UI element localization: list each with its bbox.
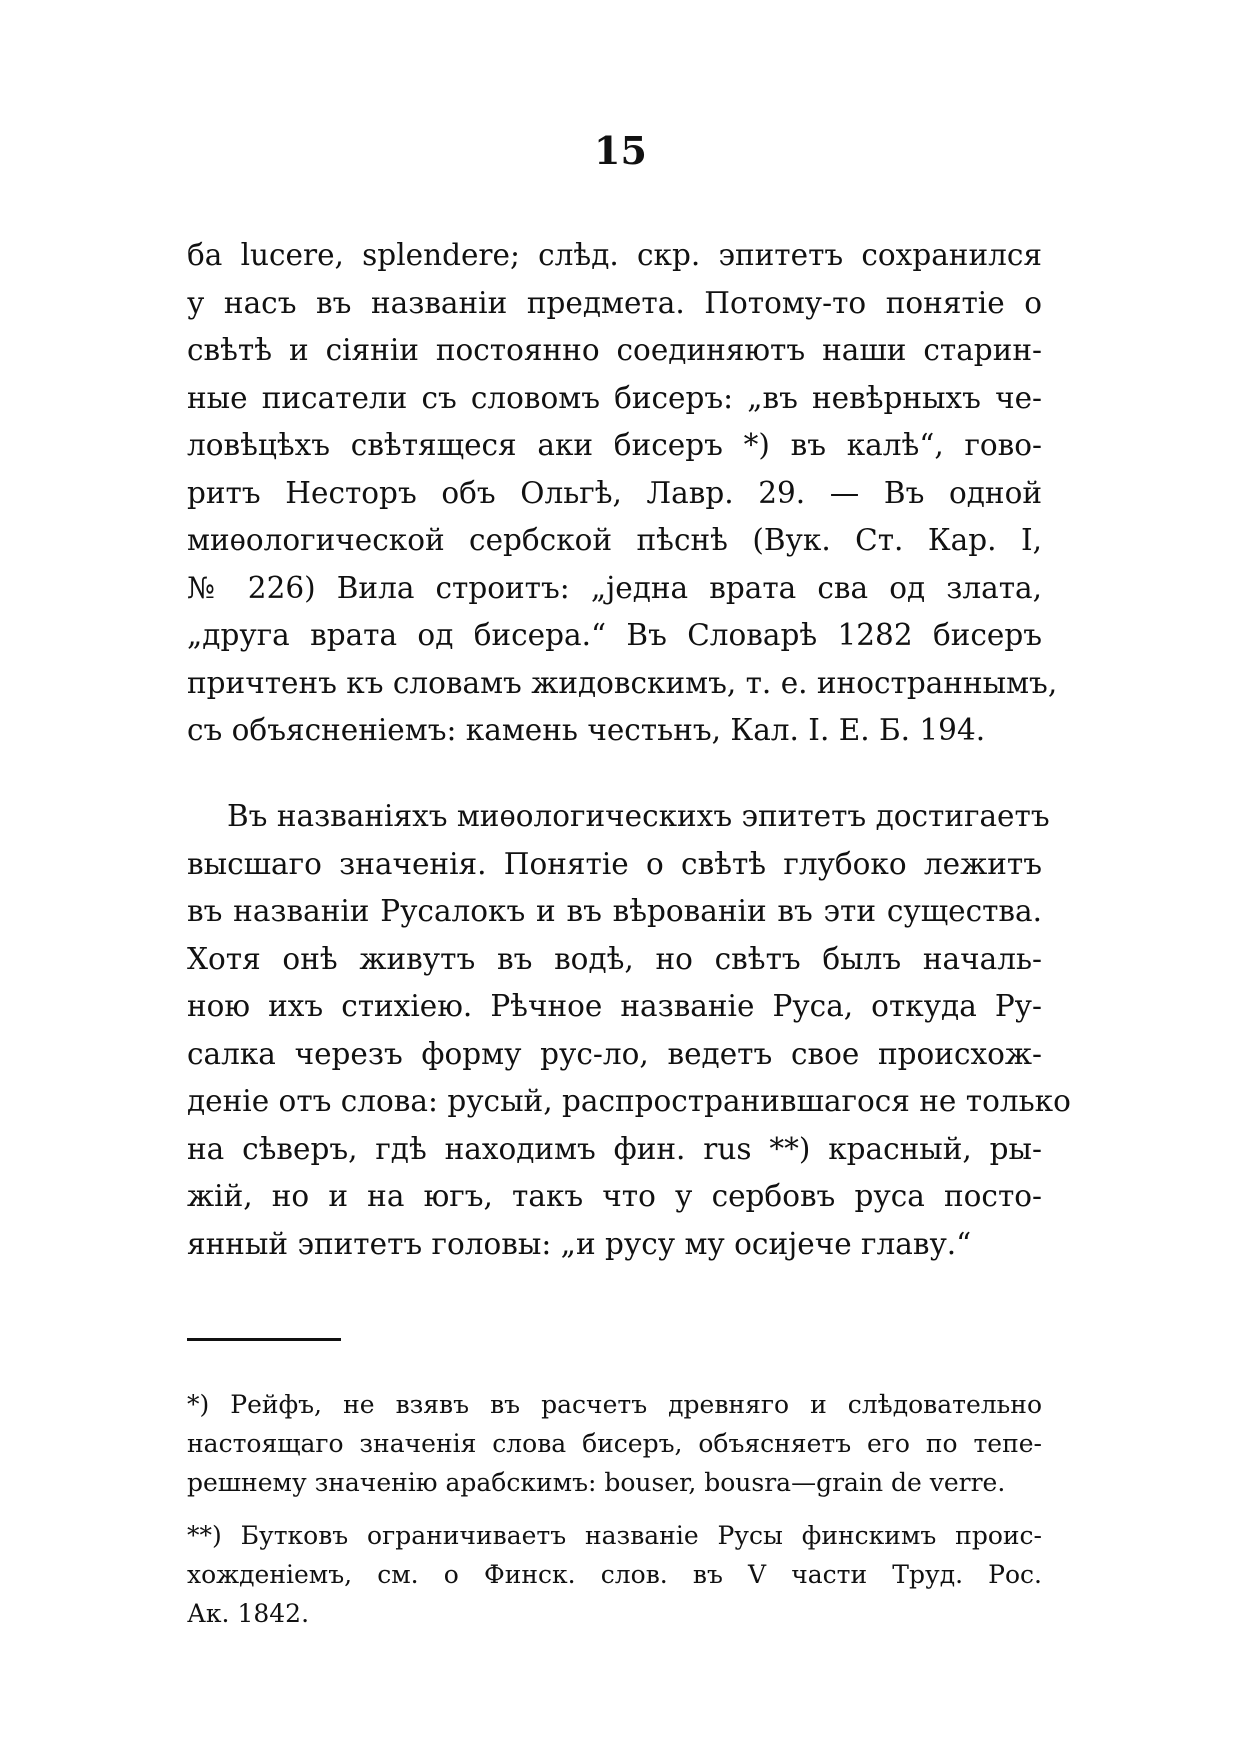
text-line: миѳологической сербской пѣснѣ (Вук. Ст. Кар. I, [187, 523, 1042, 557]
footnote-line: настоящаго значенія слова бисеръ, объясняетъ его по тепе- [187, 1429, 1042, 1458]
footnote-line: **) Бутковъ ограничиваетъ названіе Русы финскимъ проис- [187, 1521, 1042, 1550]
footnote-line: решнему значенію арабскимъ: bouser, bousra—grain de verre. [187, 1468, 1006, 1497]
text-line: ною ихъ стихіею. Рѣчное названіе Руса, откуда Ру- [187, 989, 1042, 1023]
paragraph-1 [187, 232, 1058, 755]
footnote-2 [187, 1516, 1042, 1633]
text-line: у насъ въ названіи предмета. Потому-то понятіе о [187, 285, 1042, 320]
text-line: салка черезъ форму рус-ло, ведетъ свое происхож- [187, 1036, 1042, 1071]
text-line: съ объясненіемъ: камень честьнъ, Кал. I. Е. Б. 194. [187, 713, 986, 747]
footnotes [187, 1385, 1042, 1633]
text-line: ба lucere, splendere; слѣд. скр. эпитетъ сохранился [187, 238, 1042, 272]
text-line: причтенъ къ словамъ жидовскимъ, т. е. иностраннымъ, [187, 665, 1058, 700]
text-line: № 226) Вила строитъ: „једна врата сва од злата, [187, 570, 1042, 605]
text-line: на сѣверъ, гдѣ находимъ фин. rus **) красный, ры- [187, 1131, 1042, 1166]
text-line: ные писатели съ словомъ бисеръ: „въ невѣрныхъ че- [187, 380, 1042, 415]
text-line: свѣтѣ и сіяніи постоянно соединяютъ наши старин- [187, 333, 1042, 367]
text-line: ловѣцѣхъ свѣтящеся аки бисеръ *) въ калѣ“, гово- [187, 428, 1042, 462]
footnote-line: Ак. 1842. [187, 1599, 310, 1628]
text-line: Въ названіяхъ миѳологическихъ эпитетъ достигаетъ [227, 799, 1050, 833]
footnote-divider [187, 1338, 341, 1341]
text-line: высшаго значенія. Понятіе о свѣтѣ глубоко лежитъ [187, 846, 1042, 881]
text-line: „друга врата од бисера.“ Въ Словарѣ 1282 бисеръ [187, 618, 1042, 652]
text-line: въ названіи Русалокъ и въ вѣрованіи въ эти существа. [187, 894, 1042, 928]
footnote-1 [187, 1385, 1042, 1502]
text-line: жій, но и на югъ, такъ что у сербовъ руса посто- [187, 1179, 1042, 1213]
text-line: Хотя онѣ живутъ въ водѣ, но свѣтъ былъ началь- [187, 941, 1042, 976]
page-number: 15 [594, 128, 647, 173]
text-line: ритъ Несторъ объ Ольгѣ, Лавр. 29. — Въ одной [187, 475, 1042, 510]
paragraph-2 [187, 793, 1071, 1268]
text-line: янный эпитетъ головы: „и русу му осијече главу.“ [187, 1226, 972, 1261]
footnote-line: хожденіемъ, см. о Финск. слов. въ V части Труд. Рос. [187, 1560, 1042, 1589]
text-line: деніе отъ слова: русый, распространившагося не только [187, 1084, 1071, 1118]
footnote-line: *) Рейфъ, не взявъ въ расчетъ древняго и слѣдовательно [187, 1390, 1042, 1419]
